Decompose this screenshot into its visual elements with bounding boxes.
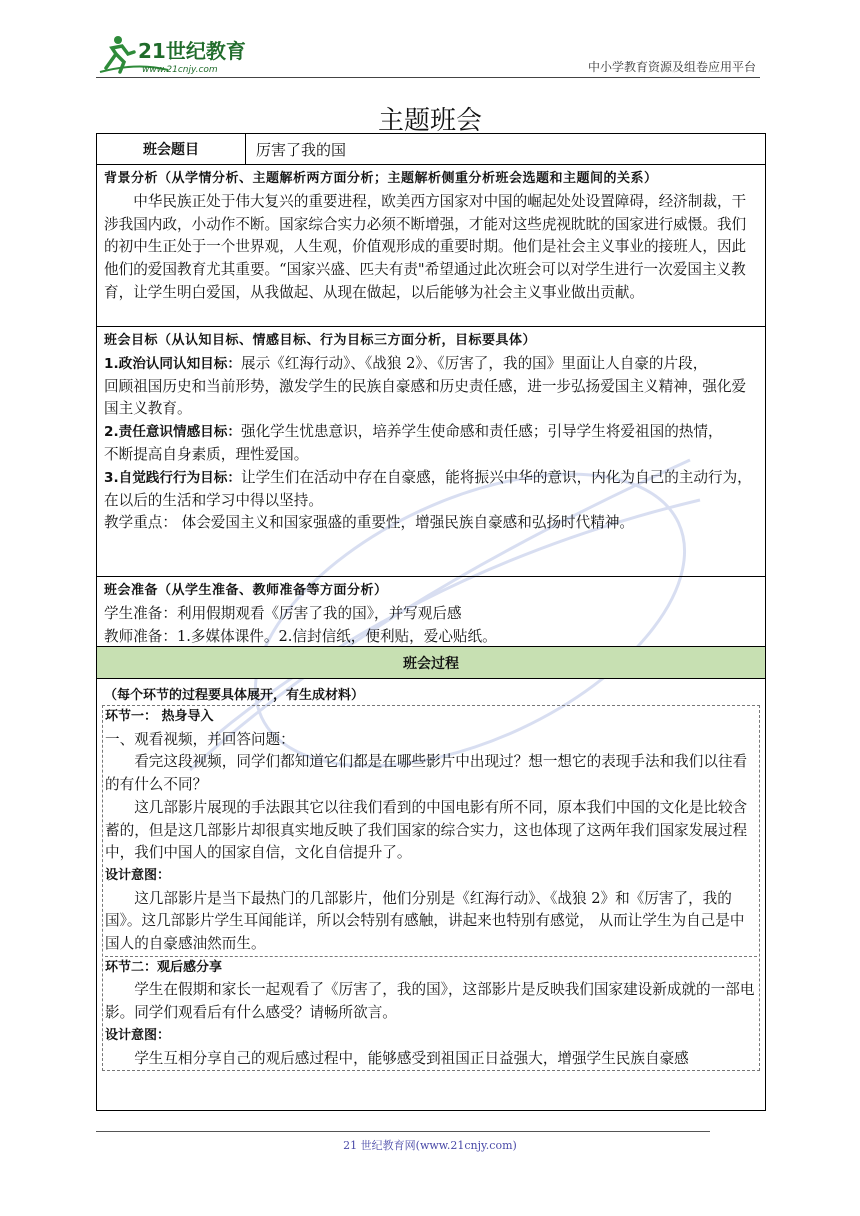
design-1-text: 这几部影片是当下最热门的几部影片，他们分别是《红海行动》、《战狼 2》和《厉害了，我的国》。这几部影片学生耳闻能详，所以会特别有感触，讲起来也特别有感觉， 从而让学生为自己是中国人的自豪感油然而生。 — [105, 889, 745, 953]
runner-logo-icon — [98, 32, 268, 78]
goal-2: 2.责任意识情感目标：强化学生忧患意识，培养学生使命感和责任感；引导学生将爱祖国的热情， — [104, 423, 723, 441]
footer-divider — [96, 1131, 710, 1132]
student-prep: 学生准备：利用假期观看《厉害了我的国》，并写观后感 — [104, 604, 462, 622]
goal-3: 3.自觉践行行为目标：让学生们在活动中存在自豪感，能将振兴中华的意识，内化为自己的主动行为，在以后的生活和学习中得以坚持。 — [104, 468, 752, 509]
step-1-para-2: 这几部影片展现的手法跟其它以往我们看到的中国电影有所不同，原本我们中国的文化是比较含蓄的，但是这几部影片却很真实地反映了我们国家的综合实力，这也体现了这两年我们国家发展过程中，我们中国人的国家自信，文化自信提升了。 — [105, 798, 748, 862]
topic-label: 班会题目 — [97, 134, 246, 164]
goals-section — [97, 327, 765, 577]
svg-text:www.21cnjy.com: www.21cnjy.com — [142, 65, 218, 75]
background-heading: 背景分析（从学情分析、主题解析两方面分析；主题解析侧重分析班会选题和主题间的关系） — [104, 171, 658, 186]
step-1-para-1: 看完这段视频，同学们都知道它们都是在哪些影片中出现过？想一想它的表现手法和我们以往看的有什么不同？ — [105, 753, 748, 794]
goal-2-cont: 不断提高自身素质，理性爱国。 — [104, 445, 309, 463]
goal-1-cont: 回顾祖国历史和当前形势，激发学生的民族自豪感和历史责任感，进一步弘扬爱国主义精神，强化爱国主义教育。 — [104, 377, 747, 418]
topic-value: 厉害了我的国 — [256, 140, 347, 159]
step-1-question: 一、观看视频，并回答问题： — [105, 730, 295, 748]
process-heading: 班会过程 — [97, 647, 765, 679]
site-logo — [98, 32, 268, 78]
design-2-text: 学生互相分享自己的观后感过程中，能够感受到祖国正日益强大，增强学生民族自豪感 — [134, 1049, 689, 1067]
step-1 — [105, 706, 757, 956]
topic-row — [97, 134, 765, 165]
svg-text:21世纪教育: 21世纪教育 — [138, 39, 246, 63]
goal-1: 1.政治认同认知目标：展示《红海行动》、《战狼 2》、《厉害了，我的国》里面让人自豪的片段， — [104, 354, 708, 372]
process-note: （每个环节的过程要具体展开，有生成材料） — [104, 688, 365, 703]
step-2-para: 学生在假期和家长一起观看了《厉害了，我的国》，这部影片是反映我们国家建设新成就的一部电影。同学们观看后有什么感受？请畅所欲言。 — [105, 981, 755, 1022]
goals-heading: 班会目标（从认知目标、情感目标、行为目标三方面分析，目标要具体） — [104, 333, 537, 348]
lesson-plan-table — [96, 133, 766, 1111]
background-text: 中华民族正处于伟大复兴的重要进程，欧美西方国家对中国的崛起处处设置障碍，经济制裁，干涉我国内政，小动作不断。国家综合实力必须不断增强，才能对这些虎视眈眈的国家进行威慑。我们的初中生正处于一个世界观，人生观，价值观形成的重要时期。他们是社会主义事业的接班人，因此他们的爱国教育尤其重要。“国家兴盛、匹夫有责"希望通过此次班会可以对学生进行一次爱国主义教育，让学生明白爱国，从我做起、从现在做起，以后能够为社会主义事业做出贡献。 — [104, 192, 747, 301]
background-section — [97, 165, 765, 327]
design-1-label: 设计意图： — [105, 867, 171, 883]
step-2 — [105, 956, 757, 1071]
teaching-focus: 教学重点： 体会爱国主义和国家强盛的重要性，增强民族自豪感和弘扬时代精神。 — [104, 514, 635, 532]
design-2-label: 设计意图： — [105, 1027, 171, 1043]
prep-section — [97, 577, 765, 647]
process-steps — [102, 705, 760, 1071]
page-title: 主题班会 — [377, 106, 482, 136]
platform-name: 中小学教育资源及组卷应用平台 — [587, 60, 756, 74]
prep-heading: 班会准备（从学生准备、教师准备等方面分析） — [104, 583, 388, 598]
step-1-title: 环节一： 热身导入 — [105, 709, 214, 724]
step-2-title: 环节二：观后感分享 — [105, 959, 223, 975]
footer-link[interactable]: 21 世纪教育网(www.21cnjy.com) — [343, 1139, 517, 1152]
teacher-prep: 教师准备：1.多媒体课件。2.信封信纸，便利贴，爱心贴纸。 — [104, 627, 497, 645]
header-divider — [96, 77, 760, 78]
